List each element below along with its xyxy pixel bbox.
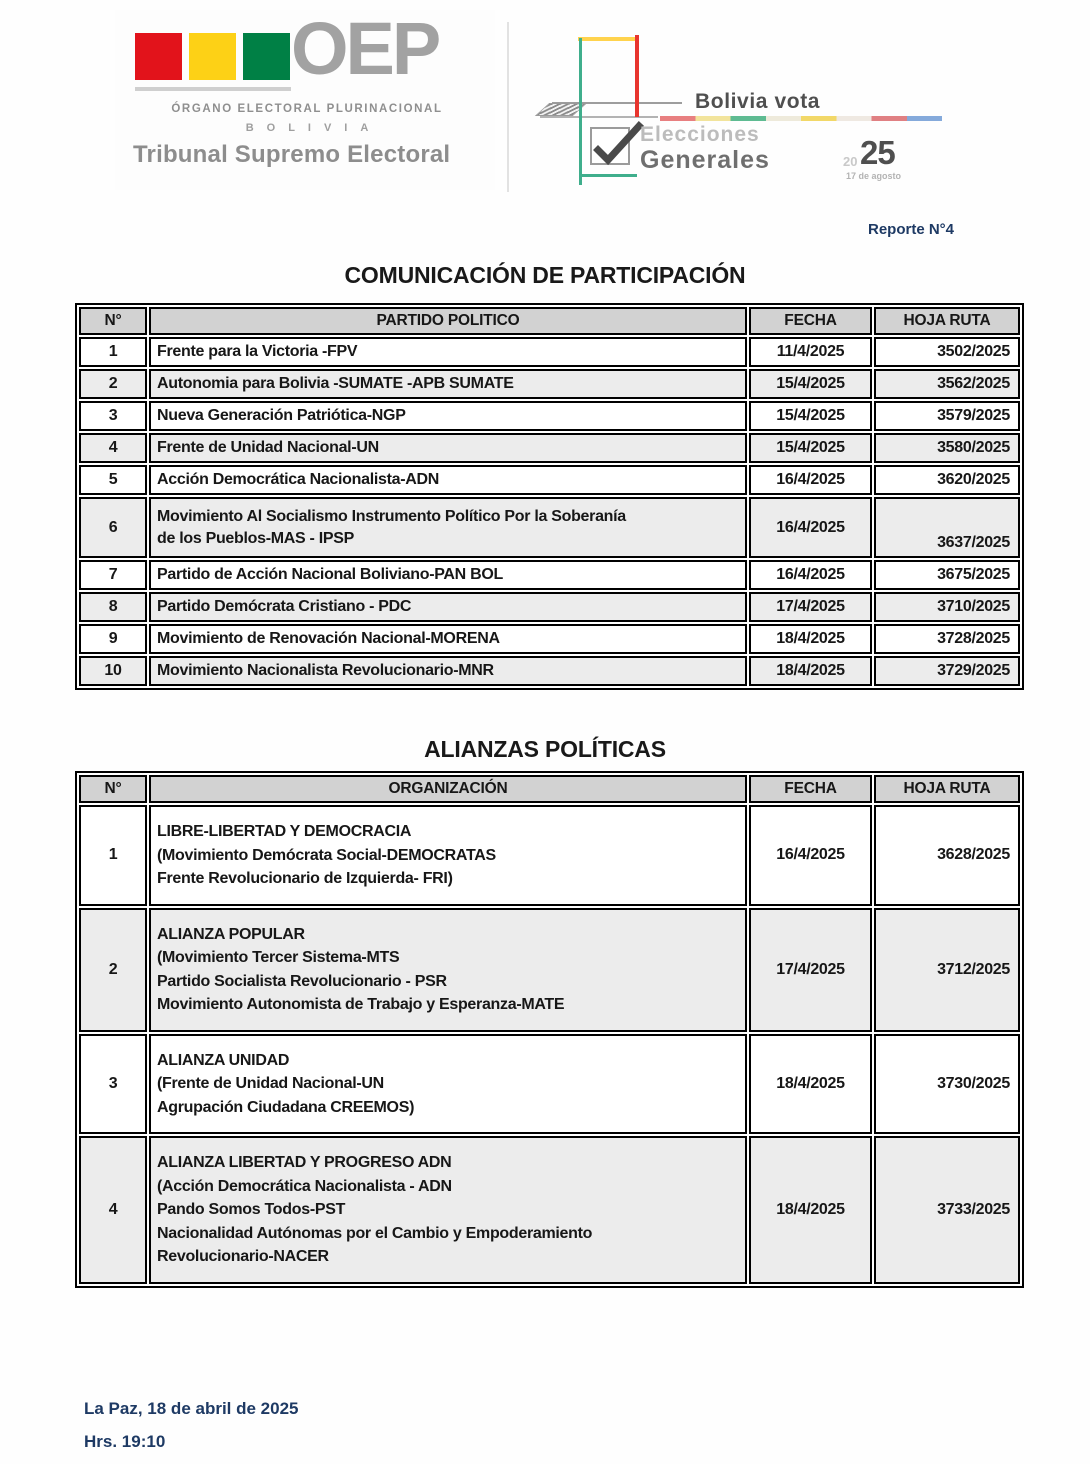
elecciones-text: Elecciones xyxy=(640,123,760,146)
election-date-note: 17 de agosto xyxy=(846,171,902,181)
row-number-cell: 10 xyxy=(79,656,147,686)
bolivia-vota-text: Bolivia vota xyxy=(695,90,821,113)
oep-logo xyxy=(115,7,495,190)
organization-name-cell: Acción Democrática Nacionalista-ADN xyxy=(149,465,747,495)
report-number-label: Reporte N°4 xyxy=(868,221,955,238)
header-divider xyxy=(507,22,509,192)
table-row xyxy=(79,805,1020,906)
ballot-box-left-edge xyxy=(579,38,582,185)
footer-time: Hrs. 19:10 xyxy=(84,1432,166,1451)
fecha-cell: 18/4/2025 xyxy=(749,656,872,686)
table-row xyxy=(79,1034,1020,1135)
ballot-box-right-edge xyxy=(635,35,639,117)
row-number-cell: 5 xyxy=(79,465,147,495)
flag-square-yellow-icon xyxy=(189,33,236,80)
fecha-cell: 18/4/2025 xyxy=(749,1034,872,1135)
year-prefix: 20 xyxy=(843,154,858,169)
fecha-cell: 16/4/2025 xyxy=(749,497,872,558)
row-number-cell: 6 xyxy=(79,497,147,558)
organization-name-cell: ALIANZA LIBERTAD Y PROGRESO ADN (Acción Democrática Nacionalista - ADN Pando Somos Todos-PST Nacionalidad Autónomas por el Cambio y Empoderamiento Revolucionario-NACER xyxy=(149,1136,747,1284)
generales-text: Generales xyxy=(640,146,770,174)
col-header-fecha: FECHA xyxy=(749,775,872,803)
fecha-cell: 15/4/2025 xyxy=(749,369,872,399)
table-row xyxy=(79,560,1020,590)
organization-name-cell: Movimiento Nacionalista Revolucionario-MNR xyxy=(149,656,747,686)
hoja-ruta-cell: 3562/2025 xyxy=(874,369,1020,399)
footer-place-date: La Paz, 18 de abril de 2025 xyxy=(84,1399,299,1418)
fecha-cell: 15/4/2025 xyxy=(749,433,872,463)
table-row xyxy=(79,369,1020,399)
table-header-row xyxy=(79,775,1020,803)
hoja-ruta-cell: 3728/2025 xyxy=(874,624,1020,654)
table-row xyxy=(79,908,1020,1032)
flag-square-red-icon xyxy=(135,33,182,80)
alianzas-table xyxy=(75,771,1024,1288)
oep-acronym: OEP xyxy=(291,7,439,90)
col-header-numero: N° xyxy=(79,775,147,803)
table-row xyxy=(79,465,1020,495)
hoja-ruta-cell: 3729/2025 xyxy=(874,656,1020,686)
organization-name-cell: LIBRE-LIBERTAD Y DEMOCRACIA (Movimiento Demócrata Social-DEMOCRATAS Frente Revolucionario de Izquierda- FRI) xyxy=(149,805,747,906)
hoja-ruta-cell: 3620/2025 xyxy=(874,465,1020,495)
flag-square-green-icon xyxy=(243,33,290,80)
fecha-cell: 18/4/2025 xyxy=(749,624,872,654)
organization-name-cell: Autonomia para Bolivia -SUMATE -APB SUMATE xyxy=(149,369,747,399)
hoja-ruta-cell: 3710/2025 xyxy=(874,592,1020,622)
fecha-cell: 16/4/2025 xyxy=(749,465,872,495)
fecha-cell: 15/4/2025 xyxy=(749,401,872,431)
table-row xyxy=(79,433,1020,463)
row-number-cell: 7 xyxy=(79,560,147,590)
fecha-cell: 17/4/2025 xyxy=(749,908,872,1032)
organization-name-cell: Frente para la Victoria -FPV xyxy=(149,337,747,367)
col-header-fecha: FECHA xyxy=(749,307,872,335)
hoja-ruta-cell: 3579/2025 xyxy=(874,401,1020,431)
col-header-partido: PARTIDO POLITICO xyxy=(149,307,747,335)
organization-name-cell: ALIANZA POPULAR (Movimiento Tercer Sistema-MTS Partido Socialista Revolucionario - PSR Movimiento Autonomista de Trabajo y Esperanza-MATE xyxy=(149,908,747,1032)
organization-name-cell: Nueva Generación Patriótica-NGP xyxy=(149,401,747,431)
table-title-alianzas: ALIANZAS POLÍTICAS xyxy=(424,736,666,762)
row-number-cell: 4 xyxy=(79,1136,147,1284)
year-suffix: 25 xyxy=(860,134,895,171)
fecha-cell: 16/4/2025 xyxy=(749,560,872,590)
hoja-ruta-cell: 3502/2025 xyxy=(874,337,1020,367)
hoja-ruta-cell: 3730/2025 xyxy=(874,1034,1020,1135)
row-number-cell: 8 xyxy=(79,592,147,622)
col-header-organizacion: ORGANIZACIÓN xyxy=(149,775,747,803)
table-row xyxy=(79,401,1020,431)
hoja-ruta-cell: 3637/2025 xyxy=(874,497,1020,558)
organization-name-cell: ALIANZA UNIDAD (Frente de Unidad Nacional-UN Agrupación Ciudadana CREEMOS) xyxy=(149,1034,747,1135)
table-title-participacion: COMUNICACIÓN DE PARTICIPACIÓN xyxy=(344,262,746,288)
hoja-ruta-cell: 3675/2025 xyxy=(874,560,1020,590)
row-number-cell: 1 xyxy=(79,805,147,906)
fecha-cell: 11/4/2025 xyxy=(749,337,872,367)
organization-name-cell: Frente de Unidad Nacional-UN xyxy=(149,433,747,463)
ballot-box-top-edge xyxy=(578,37,638,41)
organization-name-cell: Movimiento Al Socialismo Instrumento Político Por la Soberanía de los Pueblos-MAS - IPSP xyxy=(149,497,747,558)
table-row xyxy=(79,337,1020,367)
row-number-cell: 4 xyxy=(79,433,147,463)
row-number-cell: 9 xyxy=(79,624,147,654)
hoja-ruta-cell: 3628/2025 xyxy=(874,805,1020,906)
row-number-cell: 1 xyxy=(79,337,147,367)
tribunal-title: Tribunal Supremo Electoral xyxy=(133,141,451,168)
hoja-ruta-cell: 3580/2025 xyxy=(874,433,1020,463)
organization-name-cell: Movimiento de Renovación Nacional-MORENA xyxy=(149,624,747,654)
hoja-ruta-cell: 3712/2025 xyxy=(874,908,1020,1032)
table-row xyxy=(79,624,1020,654)
participacion-table xyxy=(75,303,1024,690)
flag-underline xyxy=(135,87,291,91)
organization-name-cell: Partido de Acción Nacional Boliviano-PAN BOL xyxy=(149,560,747,590)
fecha-cell: 17/4/2025 xyxy=(749,592,872,622)
table-header-row xyxy=(79,307,1020,335)
vota-stripe xyxy=(660,116,942,121)
org-name-text: ÓRGANO ELECTORAL PLURINACIONAL xyxy=(171,103,443,115)
footer xyxy=(84,1392,299,1458)
hoja-ruta-cell: 3733/2025 xyxy=(874,1136,1020,1284)
elecciones-generales-logo xyxy=(540,8,980,208)
table-row xyxy=(79,656,1020,686)
table-row xyxy=(79,1136,1020,1284)
col-header-hoja-ruta: HOJA RUTA xyxy=(874,307,1020,335)
organization-name-cell: Partido Demócrata Cristiano - PDC xyxy=(149,592,747,622)
row-number-cell: 3 xyxy=(79,401,147,431)
row-number-cell: 2 xyxy=(79,369,147,399)
fecha-cell: 16/4/2025 xyxy=(749,805,872,906)
table-row xyxy=(79,592,1020,622)
table-row xyxy=(79,497,1020,558)
col-header-numero: N° xyxy=(79,307,147,335)
col-header-hoja-ruta: HOJA RUTA xyxy=(874,775,1020,803)
ballot-box-bottom-edge xyxy=(579,174,637,177)
country-text: BOLIVIA xyxy=(245,122,382,134)
fecha-cell: 18/4/2025 xyxy=(749,1136,872,1284)
row-number-cell: 3 xyxy=(79,1034,147,1135)
checkmark-icon xyxy=(592,114,644,168)
row-number-cell: 2 xyxy=(79,908,147,1032)
